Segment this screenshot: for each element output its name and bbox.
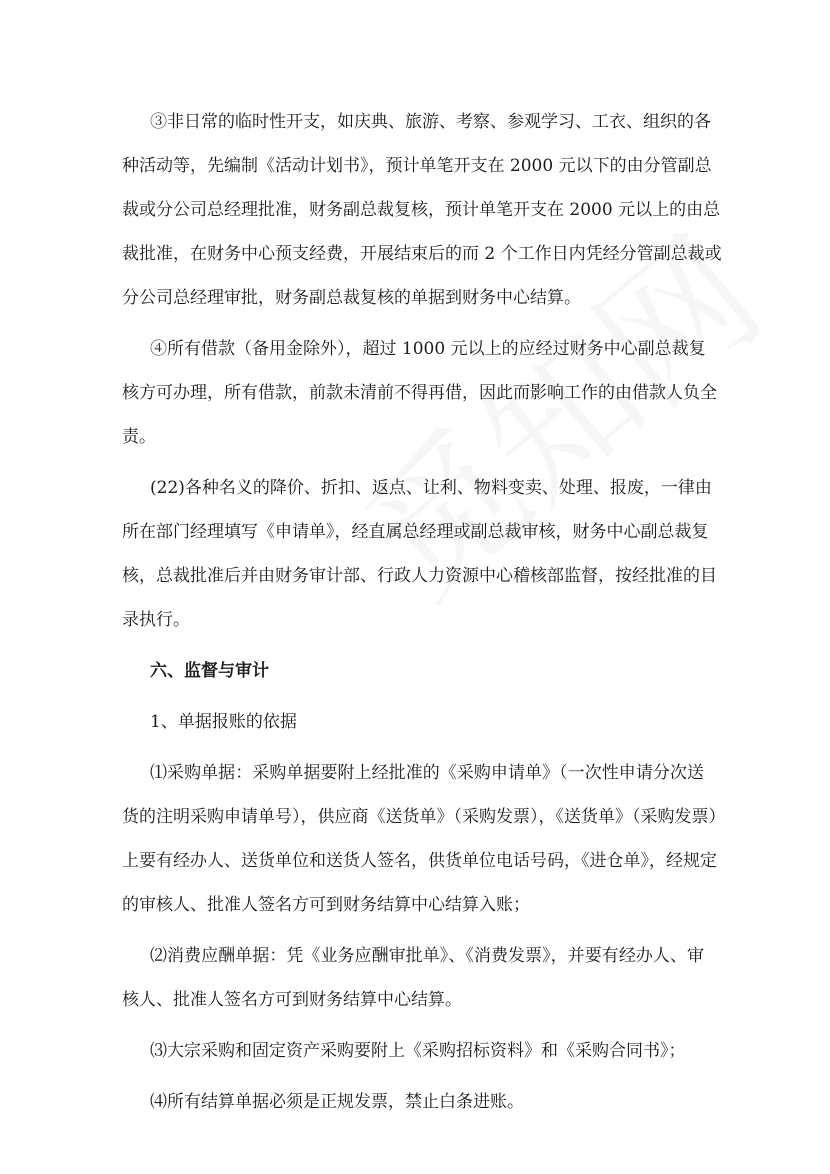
- text-line: 核，总裁批准后并由财务审计部、行政人力资源中心稽核部监督，按经批准的目: [122, 566, 717, 586]
- text-line: 录执行。: [122, 610, 190, 630]
- text-line: ⑶大宗采购和固定资产采购要附上《采购招标资料》和《采购合同书》；: [150, 1041, 686, 1061]
- text-line: 六、监督与审计: [150, 661, 269, 681]
- paragraph: [122, 1029, 704, 1073]
- text-line: ④所有借款（备用金除外），超过 1000 元以上的应经过财务中心副总裁复: [150, 339, 706, 359]
- paragraph: [122, 934, 704, 1022]
- paragraph: [122, 751, 726, 927]
- text-line: 核人、批准人签名方可到财务结算中心结算。: [122, 990, 462, 1010]
- text-line: ⑴采购单据：采购单据要附上经批准的《采购申请单》（一次性申请分次送: [150, 763, 704, 783]
- text-line: 裁或分公司总经理批准，财务副总裁复核，预计单笔开支在 2000 元以上的由总: [122, 200, 721, 220]
- text-line: 所在部门经理填写《申请单》，经直属总经理或副总裁审核，财务中心副总裁复: [122, 522, 709, 542]
- paragraph: [122, 466, 717, 642]
- text-line: 上要有经办人、送货单位和送货人签名，供货单位电话号码，《进仓单》，经规定: [122, 851, 717, 871]
- document-page: [122, 100, 726, 1131]
- text-line: 裁批准，在财务中心预支经费，开展结束后的而 2 个工作日内凭经分管副总裁或: [122, 244, 722, 264]
- paragraph: [122, 1080, 704, 1124]
- paragraph: [122, 100, 722, 320]
- text-line: 货的注明采购申请单号），供应商《送货单》（采购发票），《送货单》（采购发票）: [122, 807, 726, 827]
- text-line: ③非日常的临时性开支，如庆典、旅游、考察、参观学习、工衣、组织的各: [150, 112, 711, 132]
- text-line: 1、单据报账的依据: [150, 712, 297, 732]
- text-line: 责。: [122, 427, 156, 447]
- text-line: 核方可办理，所有借款，前款未清前不得再借，因此而影响工作的由借款人负全: [122, 383, 717, 403]
- paragraph: [122, 327, 717, 459]
- text-line: 种活动等，先编制《活动计划书》，预计单笔开支在 2000 元以下的由分管副总: [122, 156, 712, 176]
- section-heading: [122, 649, 704, 693]
- paragraph: [122, 700, 704, 744]
- text-line: ⑷所有结算单据必须是正规发票，禁止白条进账。: [150, 1092, 524, 1112]
- text-line: 的审核人、批准人签名方可到财务结算中心结算入账；: [122, 895, 530, 915]
- text-line: 分公司总经理审批，财务副总裁复核的单据到财务中心结算。: [122, 288, 581, 308]
- text-line: ⑵消费应酬单据：凭《业务应酬审批单》、《消费发票》，并要有经办人、审: [150, 946, 704, 966]
- text-line: (22)各种名义的降价、折扣、返点、让利、物料变卖、处理、报废，一律由: [150, 478, 712, 498]
